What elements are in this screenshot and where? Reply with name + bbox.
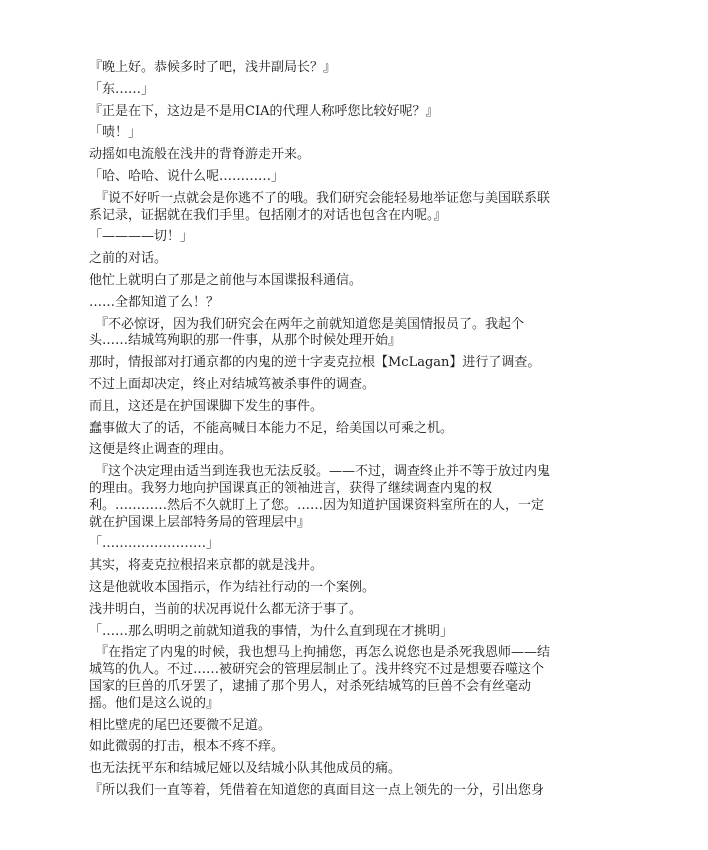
- paragraph: 之前的对话。: [89, 251, 168, 267]
- paragraph: 『晚上好。恭候多时了吧，浅井副局长？』: [89, 60, 337, 75]
- paragraph: 其实，将麦克拉根招来京都的就是浅井。: [89, 558, 324, 574]
- paragraph: 『说不好听一点就会是你逃不了的哦。我们研究会能轻易地举证您与美国联系联系记录，证据就在我们手里。包括刚才的对话也包含在内呢。』: [89, 190, 551, 223]
- paragraph: 相比壁虎的尾巴还要微不足道。: [89, 717, 272, 733]
- paragraph: 「————切！」: [89, 229, 194, 245]
- paragraph: 『正是在下，这边是不是用CIA的代理人称呼您比较好呢？』: [89, 103, 439, 119]
- paragraph: ……全都知道了么！？: [89, 294, 220, 310]
- paragraph: 浅井明白，当前的状况再说什么都无济于事了。: [89, 601, 363, 617]
- paragraph: 而且，这还是在护国课脚下发生的事件。: [89, 398, 324, 414]
- paragraph: 不过上面却决定，终止对结城笃被杀事件的调查。: [89, 376, 376, 392]
- paragraph: 他忙上就明白了那是之前他与本国谍报科通信。: [89, 272, 363, 288]
- paragraph: 『不必惊讶，因为我们研究会在两年之前就知道您是美国情报员了。我起个头……结城笃殉职的那一件事，从那个时候处理开始』: [89, 316, 525, 349]
- paragraph: 蠢事做大了的话，不能高喊日本能力不足，给美国以可乘之机。: [89, 420, 454, 436]
- paragraph: 『在指定了内鬼的时候，我也想马上拘捕您，再怎么说您也是杀死我恩师——结城笃的仇人。不过……被研究会的管理层制止了。浅井终究不过是想要吞噬这个国家的巨兽的爪牙罢了，逮捕了那个男人，对杀死结城笃的巨兽不会有丝毫动摇。他们是这么说的』: [89, 645, 551, 711]
- paragraph: 动摇如电流般在浅井的背脊游走开来。: [89, 147, 311, 163]
- novel-text-body: [89, 60, 550, 805]
- paragraph: 这便是终止调查的理由。: [89, 442, 233, 458]
- paragraph: 『这个决定理由适当到连我也无法反驳。——不过，调查终止并不等于放过内鬼的理由。我努力地向护国课真正的领袖进言，获得了继续调查内鬼的权利。…………然后不久就盯上了您。……因为知道护国课资料室所在的人，一定就在护国课上层部特务局的管理层中』: [89, 464, 551, 530]
- paragraph: 这是他就收本国指示，作为结社行动的一个案例。: [89, 579, 376, 595]
- paragraph: 「东……」: [89, 81, 155, 97]
- paragraph: 如此微弱的打击，根本不疼不痒。: [89, 739, 285, 755]
- paragraph: 也无法抚平东和结城尼娅以及结城小队其他成员的痛。: [89, 761, 402, 777]
- paragraph: 「……………………」: [89, 536, 220, 552]
- paragraph: 「……那么明明之前就知道我的事情，为什么直到现在才挑明」: [89, 623, 454, 639]
- paragraph: 『所以我们一直等着，凭借着在知道您的真面目这一点上领先的一分，引出您身: [89, 782, 545, 798]
- paragraph: 「啧！」: [89, 125, 142, 141]
- paragraph: 「哈、哈哈、说什么呢…………」: [89, 168, 285, 184]
- paragraph: 那时，情报部对打通京都的内鬼的逆十字麦克拉根【McLagan】进行了调查。: [89, 355, 541, 371]
